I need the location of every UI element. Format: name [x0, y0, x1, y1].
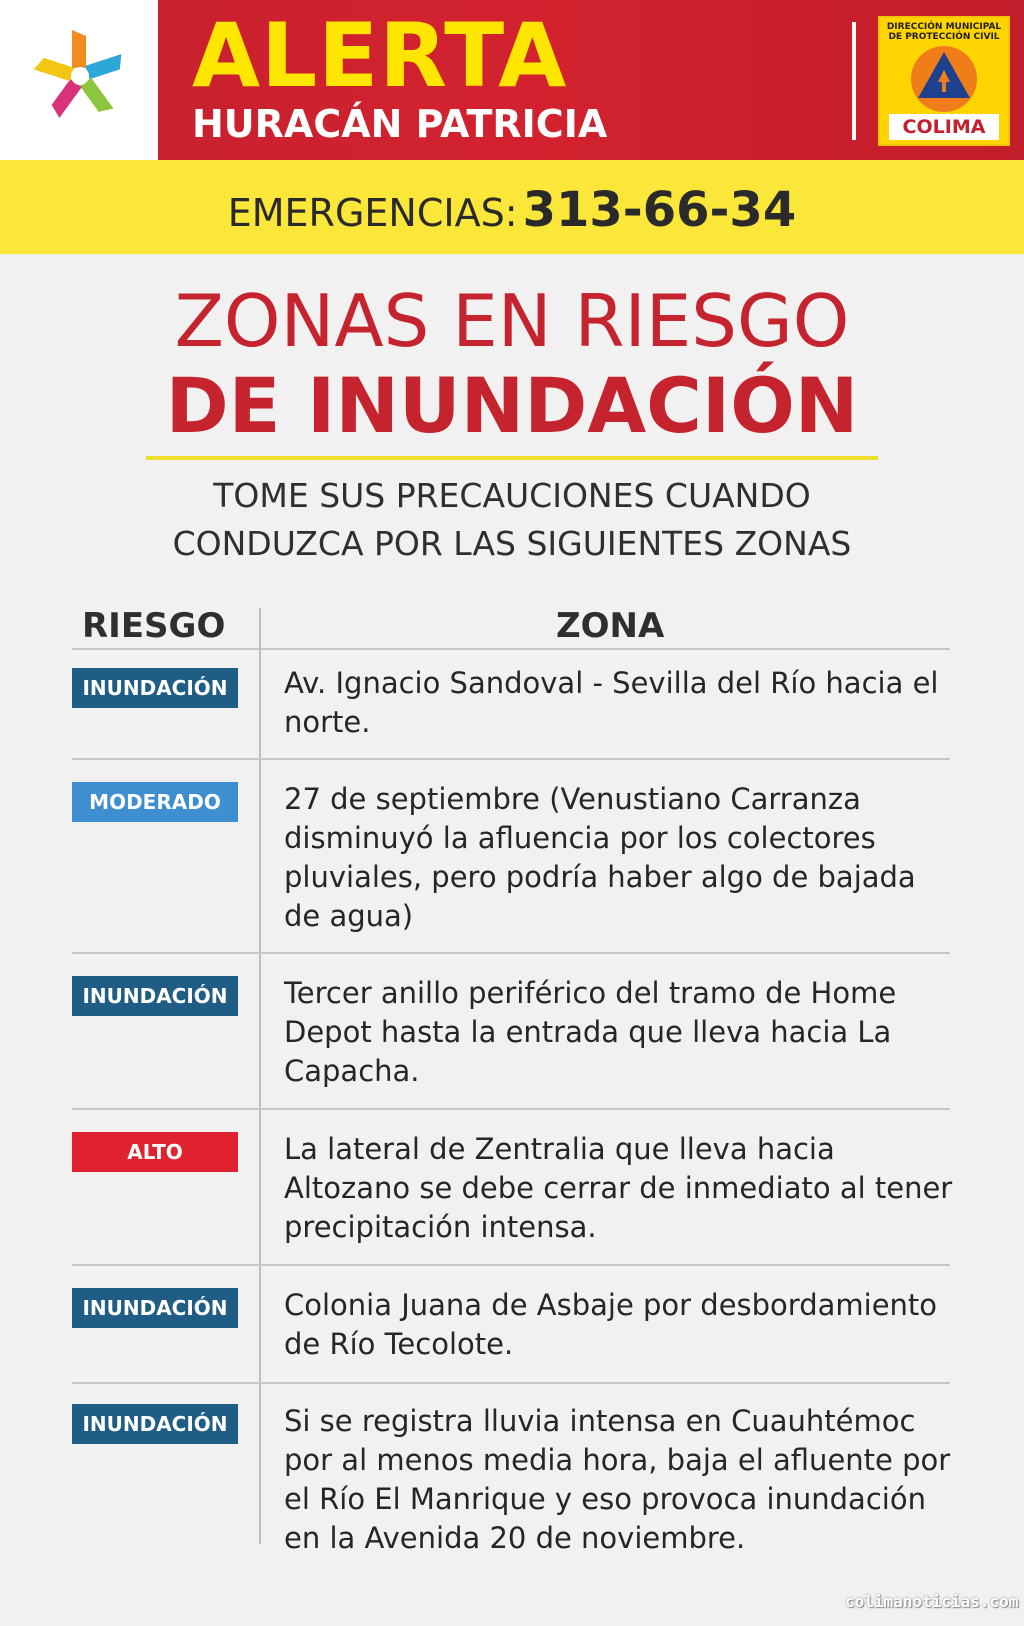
footer-url: colimanoticias.com — [845, 1592, 1019, 1611]
agency-name: COLIMA — [889, 114, 999, 140]
column-header-risk: RIESGO — [82, 606, 226, 646]
risk-badge-6: INUNDACIÓN — [72, 1404, 238, 1444]
row-rule — [72, 1382, 950, 1384]
emergency-line — [0, 160, 1024, 271]
risk-badge-2: MODERADO — [72, 782, 238, 822]
headline-line-2: DE INUNDACIÓN — [165, 361, 859, 450]
zone-text-4: La lateral de Zentralia que lleva hacia Altozano se debe cerrar de inmediato al tener precipitación intensa. — [284, 1132, 953, 1244]
risk-badge-3: INUNDACIÓN — [72, 976, 238, 1016]
zone-text-5: Colonia Juana de Asbaje por desbordamiento de Río Tecolote. — [284, 1288, 938, 1361]
row-rule — [72, 1108, 950, 1110]
header-divider — [852, 22, 856, 140]
risk-badge-4: ALTO — [72, 1132, 238, 1172]
emergency-banner — [0, 160, 1024, 254]
row-rule — [72, 1264, 950, 1266]
row-rule — [72, 758, 950, 760]
zone-text-2: 27 de septiembre (Venustiano Carranza disminuyó la afluencia por los colectores pluviales, pero podría haber algo de bajada de agua) — [284, 782, 916, 933]
emergency-number: 313-66-34 — [522, 182, 797, 238]
proteccion-civil-logo — [878, 16, 1010, 146]
column-divider — [259, 608, 261, 1544]
zone-text-6: Si se registra lluvia intensa en Cuauhtémoc por al menos media hora, baja el afluente por el Río El Manrique y eso provoca inundación en la Avenida 20 de noviembre. — [284, 1404, 951, 1555]
zone-text-3: Tercer anillo periférico del tramo de Home Depot hasta la entrada que lleva hacia La Capacha. — [284, 976, 897, 1088]
zone-text-1: Av. Ignacio Sandoval - Sevilla del Río hacia el norte. — [284, 666, 939, 739]
civil-protection-icon — [909, 44, 979, 114]
intro-line-2: CONDUZCA POR LAS SIGUIENTES ZONAS — [172, 524, 852, 563]
risk-badge-1: INUNDACIÓN — [72, 668, 238, 708]
intro-text — [0, 472, 1024, 568]
row-rule — [72, 952, 950, 954]
emergency-label: EMERGENCIAS: — [227, 191, 518, 235]
colima-flower-icon — [28, 22, 132, 130]
agency-label: DIRECCIÓN MUNICIPAL DE PROTECCIÓN CIVIL — [886, 22, 1002, 42]
alert-header — [0, 0, 1024, 160]
risk-badge-5: INUNDACIÓN — [72, 1288, 238, 1328]
headline-line-1: ZONAS EN RIESGO — [174, 279, 850, 363]
alert-title: ALERTA — [192, 4, 568, 107]
colima-logo — [0, 0, 158, 160]
column-header-zone: ZONA — [556, 606, 665, 646]
header-rule — [72, 648, 950, 650]
intro-line-1: TOME SUS PRECAUCIONES CUANDO — [213, 476, 811, 515]
headline-underline — [146, 456, 878, 460]
hurricane-name: HURACÁN PATRICIA — [192, 102, 608, 146]
